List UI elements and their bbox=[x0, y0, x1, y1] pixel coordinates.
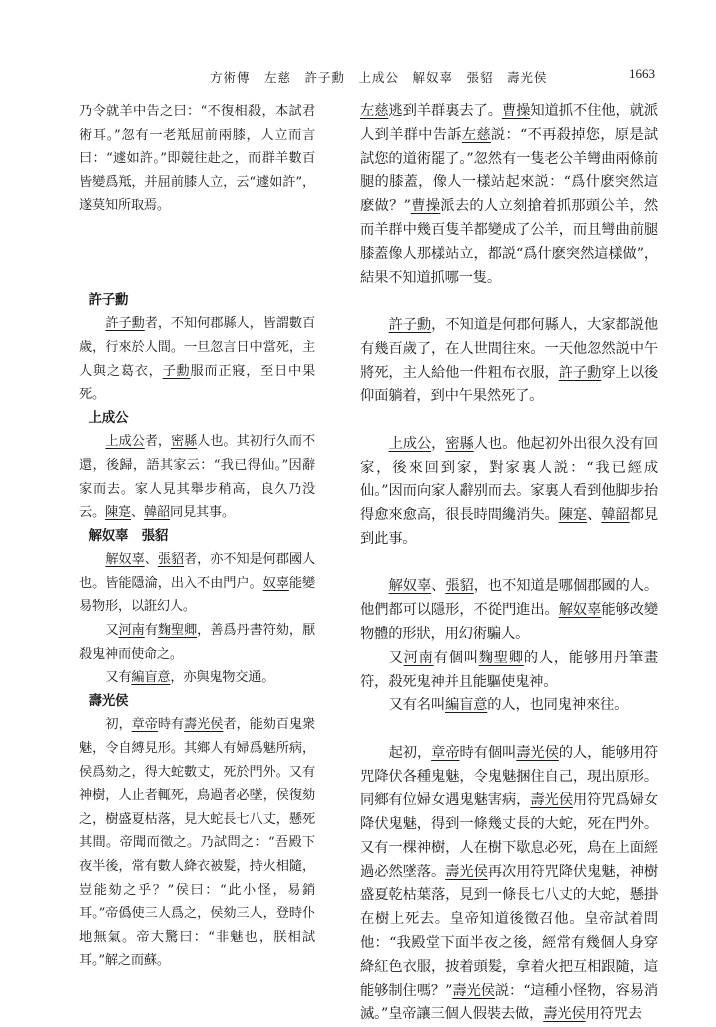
proper-name: 韓韶 bbox=[601, 507, 630, 524]
proper-name: 左慈 bbox=[461, 126, 491, 143]
proper-name: 壽光侯 bbox=[530, 792, 573, 809]
paragraph: 又河南有個叫麴聖卿的人，能够用丹筆畫符，殺死鬼神并且能驅使鬼神。 bbox=[360, 649, 659, 690]
proper-name: 河南 bbox=[403, 649, 434, 666]
paragraph: 又有名叫編盲意的人，也同鬼神來往。 bbox=[388, 697, 629, 714]
proper-name: 麴聖卿 bbox=[478, 649, 524, 666]
proper-name: 許子勳 bbox=[105, 316, 145, 332]
proper-name: 曹操 bbox=[501, 103, 531, 119]
proper-name: 章帝 bbox=[131, 717, 158, 733]
proper-name: 密縣 bbox=[170, 434, 198, 450]
paragraph: 解奴辜、張貂，也不知道是哪個郡國的人。他們都可以隱形，不從門進出。解奴辜能够改變物體的形狀，用幻術騙人。 bbox=[360, 578, 659, 642]
proper-name: 章帝 bbox=[431, 744, 460, 761]
paragraph: 許子勳，不知道是何郡何縣人，大家都説他有幾百歲了，在人世間往來。一天他忽然説中午將死，主人給他一件粗布衣服，許子勳穿上以後仰面躺着，到中午果然死了。 bbox=[360, 316, 659, 405]
proper-name: 許子勳 bbox=[388, 316, 432, 333]
proper-name: 張貂 bbox=[157, 552, 185, 568]
proper-name: 上成公 bbox=[388, 435, 432, 452]
proper-name: 曹操 bbox=[410, 198, 441, 215]
proper-name: 壽光侯 bbox=[452, 982, 495, 999]
proper-name: 壽光侯 bbox=[445, 863, 488, 880]
proper-name: 陳寔 bbox=[104, 505, 131, 521]
paragraph: 起初，章帝時有個叫壽光侯的人，能够用符咒降伏各種鬼魅，令鬼魅捆住自己，現出原形。同鄉有位婦女遇鬼魅害病，壽光侯用符咒爲婦女降伏鬼魅，得到一條幾丈長的大蛇，死在門外。又有一棵神樹，人在樹下歇息必死，鳥在上面經過必然墜落。壽光侯再次用符咒降伏鬼魅，神樹盛夏乾枯葉落，見到一條長七八丈的大蛇，懸掛在樹上死去。皇帝知道後徵召他。皇帝試着問他：“我殿堂下面半夜之後，經常有幾個人身穿絳紅色衣服，披着頭髮，拿着火把互相跟隨，這能够制住嗎？”壽光侯説：“這種小怪物，容易消滅。”皇帝讓三個人假裝去做，壽光侯用符咒去 bbox=[360, 744, 658, 1023]
translation-column bbox=[360, 100, 658, 1027]
paragraph: 初，章帝時有壽光侯者，能劾百鬼衆魅，令自縛見形。其鄉人有婦爲魅所病，侯爲劾之，得大蛇數丈，死於門外。又有神樹，人止者輒死，鳥過者必墜，侯復劾之，樹盛夏枯落，見大蛇長七八丈，懸死其間。帝聞而徵之。乃試問之：“吾殿下夜半後，常有數人絳衣被髮，持火相隨，豈能劾之乎？”侯曰：“此小怪，易銷耳。”帝僞使三人爲之，侯劾三人，登時仆地無氣。帝大驚曰：“非魅也，朕相試耳。”解之而蘇。 bbox=[79, 717, 315, 969]
paragraph: 又河南有麴聖卿，善爲丹書符劾，厭殺鬼神而使命之。 bbox=[79, 623, 315, 662]
page-number: 1663 bbox=[629, 66, 655, 81]
section-heading: 解奴辜 張貂 bbox=[88, 527, 169, 544]
proper-name: 陳寔 bbox=[558, 507, 588, 524]
proper-name: 上成公 bbox=[105, 434, 145, 450]
paragraph: 左慈逃到羊群裏去了。曹操知道抓不住他，就派人到羊群中告訴左慈説：“不再殺掉您，原是試試您的道術罷了。”忽然有一隻老公羊彎曲兩條前腿的膝蓋，像人一樣站起來説：“爲什麽突然這麽做？”曹操派去的人立刻搶着抓那頭公羊，然而羊群中幾百隻羊都變成了公羊，而且彎曲前腿膝蓋像人那樣站立，都説“爲什麽突然這樣做”，結果不知道抓哪一隻。 bbox=[360, 103, 659, 286]
proper-name: 解奴辜 bbox=[558, 602, 602, 619]
section-heading: 許子勳 bbox=[88, 291, 129, 308]
classical-text-column bbox=[79, 100, 315, 973]
section-heading: 壽光侯 bbox=[88, 692, 129, 709]
proper-name: 左慈 bbox=[360, 103, 389, 119]
proper-name: 壽光侯 bbox=[184, 717, 224, 733]
proper-name: 河南 bbox=[118, 623, 145, 639]
proper-name: 解奴辜 bbox=[388, 578, 432, 595]
proper-name: 張貂 bbox=[445, 578, 474, 595]
proper-name: 密縣 bbox=[445, 435, 474, 452]
paragraph: 又有編盲意，亦與鬼物交通。 bbox=[105, 670, 275, 686]
proper-name: 子勳 bbox=[162, 363, 191, 379]
paragraph: 上成公，密縣人也。他起初外出很久没有回家，後來回到家，對家裏人説：“我已經成仙。”因而向家人辭别而去。家裏人看到他脚步抬得愈來愈高，很長時間纔消失。陳寔、韓韶都見到此事。 bbox=[360, 435, 658, 547]
paragraph: 上成公者，密縣人也。其初行久而不還，後歸，語其家云：“我已得仙。”因辭家而去。家人見其舉步稍高，良久乃没云。陳寔、韓韶同見其事。 bbox=[79, 434, 315, 521]
proper-name: 麴聖卿 bbox=[157, 623, 198, 639]
running-header bbox=[210, 64, 655, 86]
proper-name: 編盲意 bbox=[131, 670, 171, 686]
section-heading: 上成公 bbox=[88, 409, 129, 426]
proper-name: 壽光侯 bbox=[543, 1006, 586, 1023]
proper-name: 奴辜 bbox=[262, 575, 289, 591]
proper-name: 壽光侯 bbox=[516, 744, 559, 761]
proper-name: 解奴辜 bbox=[105, 552, 145, 568]
paragraph: 許子勳者，不知何郡縣人，皆謂數百歲，行來於人間。一旦忽言日中當死，主人與之葛衣，子勳服而正寢，至日中果死。 bbox=[79, 316, 315, 403]
paragraph: 乃令就羊中告之曰：“不復相殺，本試君術耳。”忽有一老羝屈前兩膝，人立而言曰：“遽如許。”即競往赴之，而群羊數百皆變爲羝，并屈前膝人立，云“遽如許”，遂莫知所取焉。 bbox=[79, 104, 315, 214]
paragraph: 解奴辜、張貂者，亦不知是何郡國人也。皆能隱淪，出入不由門户。奴辜能變易物形，以誑幻人。 bbox=[79, 552, 315, 615]
proper-name: 編盲意 bbox=[444, 697, 488, 714]
proper-name: 許子勳 bbox=[558, 364, 602, 381]
proper-name: 韓韶 bbox=[143, 505, 170, 521]
running-header-title: 方術傳 左慈 許子勳 上成公 解奴辜 張貂 壽光侯 bbox=[210, 70, 548, 85]
